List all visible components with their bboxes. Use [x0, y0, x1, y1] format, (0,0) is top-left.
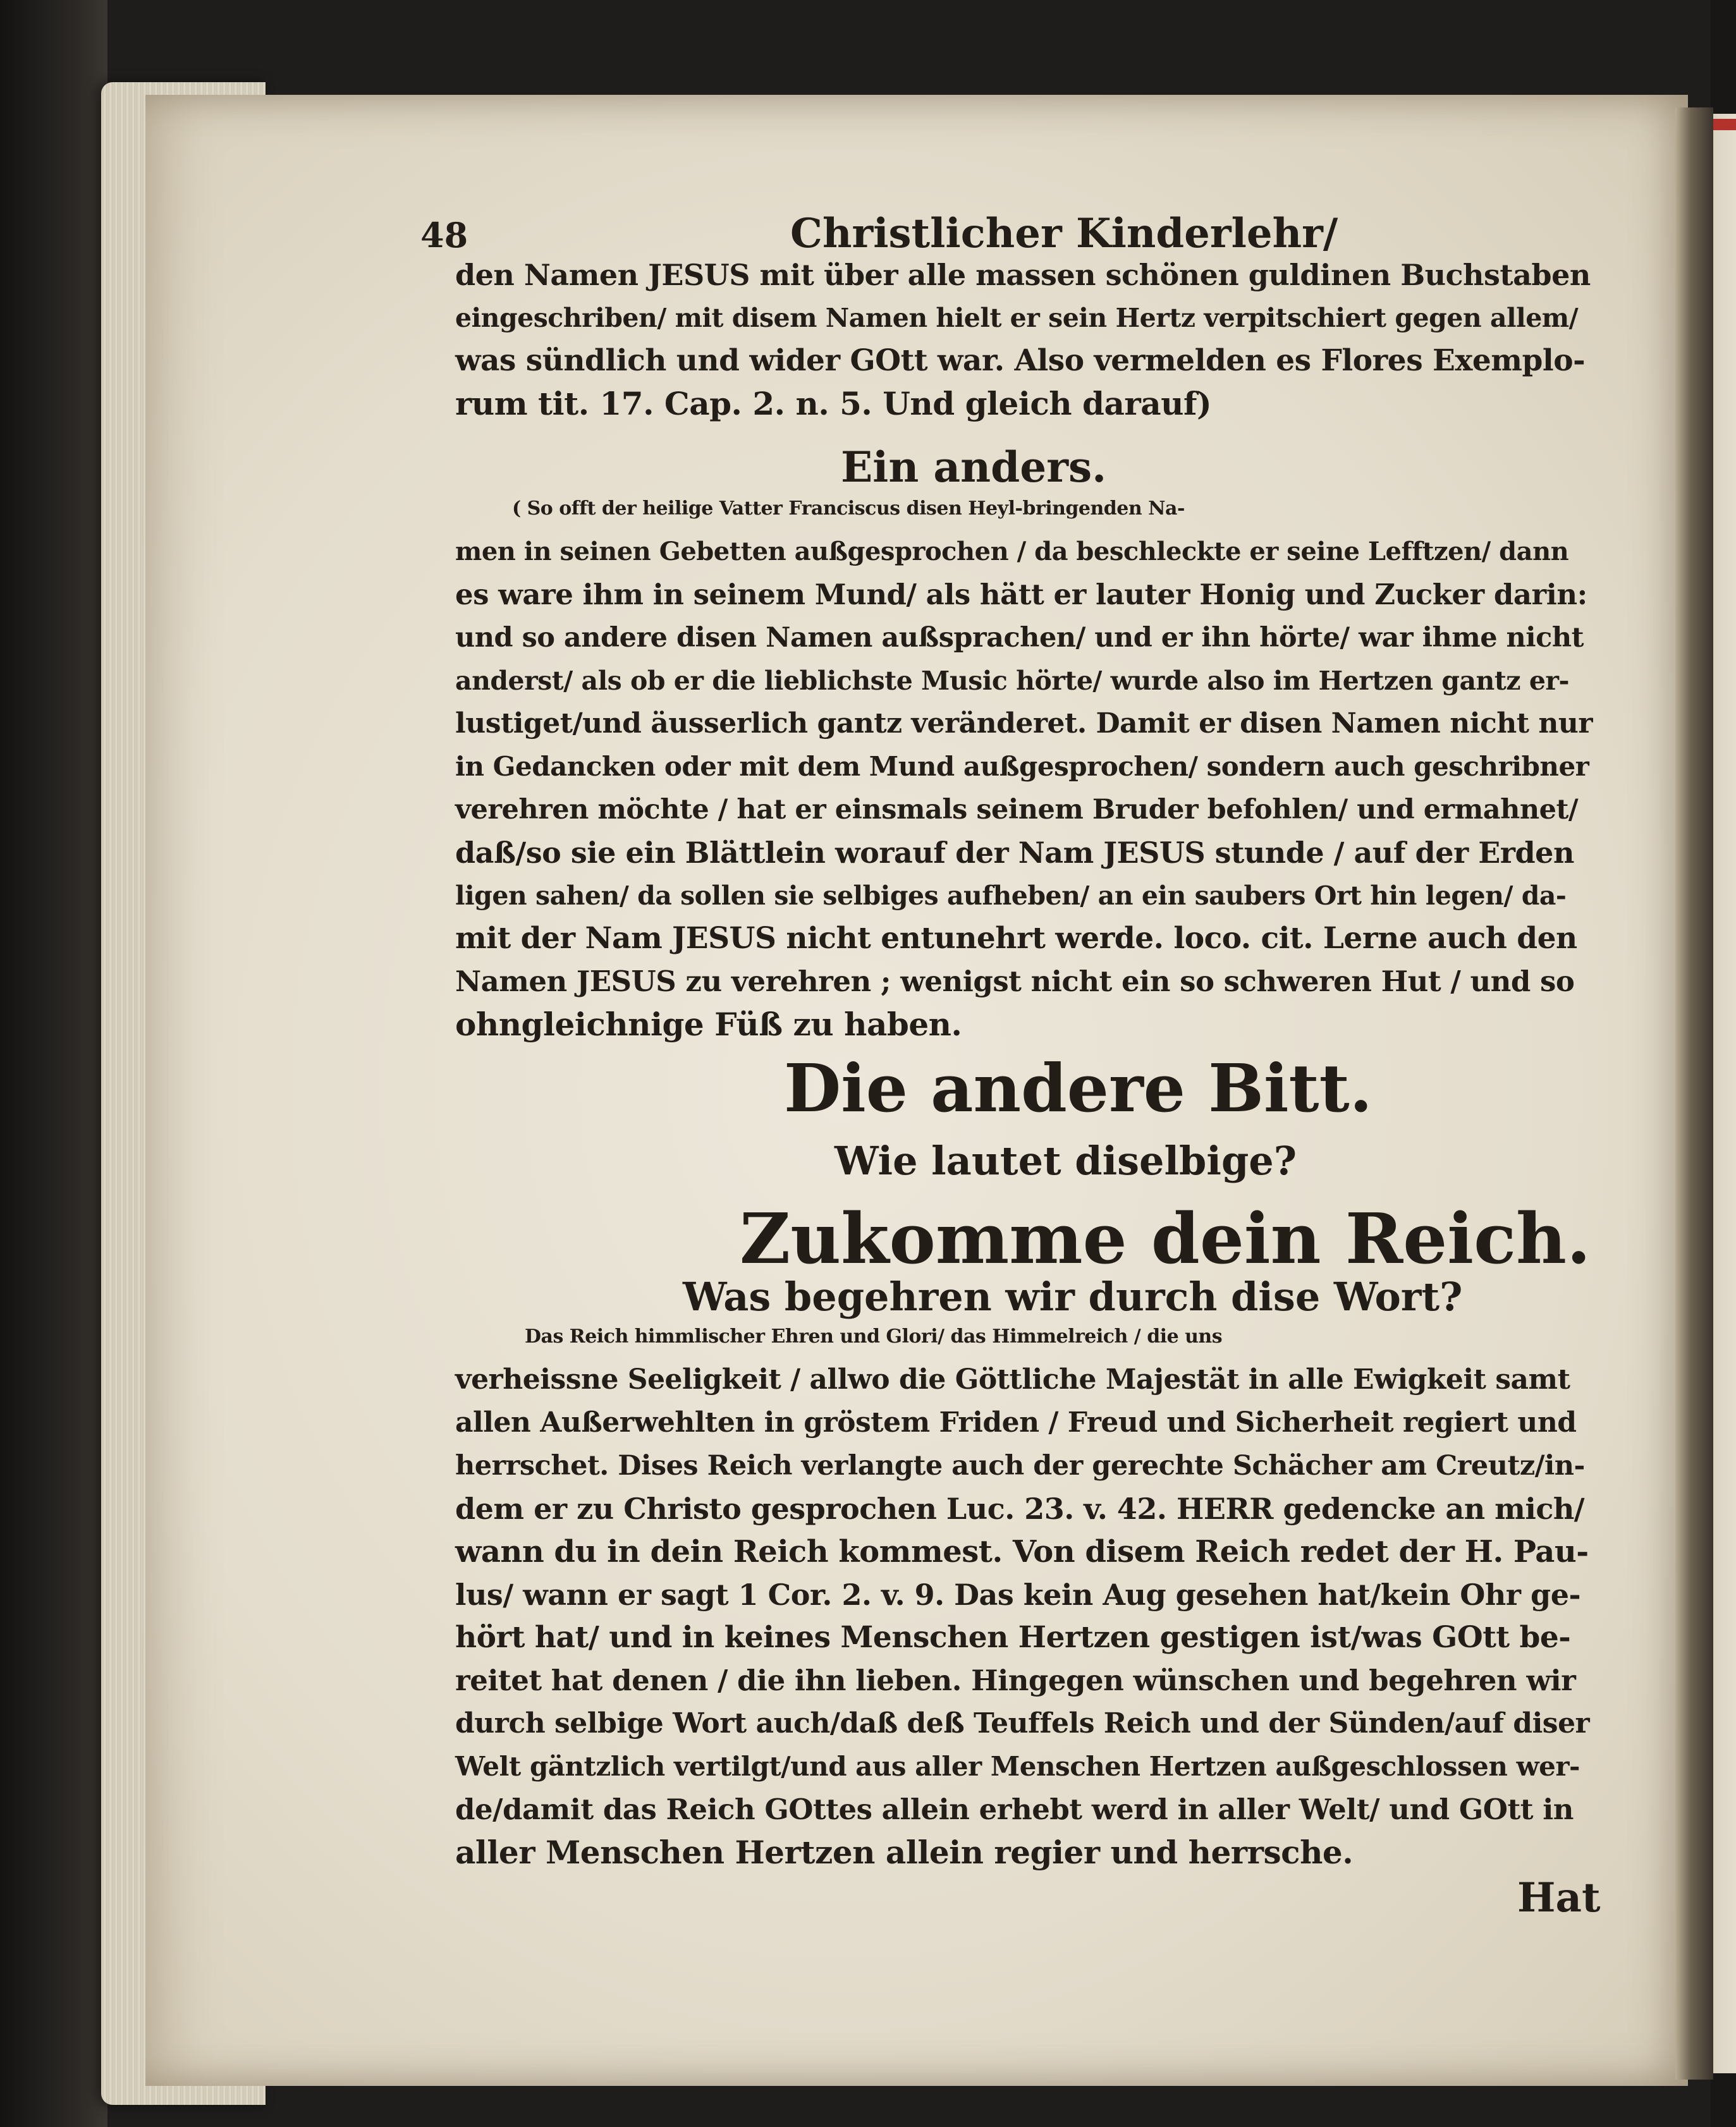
text-line: eingeschriben/ mit disem Namen hielt er sein Hertz verpitschiert gegen allem/ — [455, 303, 1579, 333]
question-1: Wie lautet diselbige? — [834, 1138, 1297, 1184]
text-line: lus/ wann er sagt 1 Cor. 2. v. 9. Das kein Aug gesehen hat/kein Ohr ge- — [455, 1578, 1581, 1612]
text-line: rum tit. 17. Cap. 2. n. 5. Und gleich darauf) — [455, 385, 1212, 422]
question-2: Was begehren wir durch dise Wort? — [683, 1274, 1463, 1320]
catchword: Hat — [1517, 1874, 1601, 1922]
heading-ein-anders: Ein anders. — [841, 442, 1107, 492]
text-line: men in seinen Gebetten außgesprochen / da beschleckte er seine Lefftzen/ dann — [455, 537, 1569, 566]
running-title: Christlicher Kinderlehr/ — [790, 210, 1338, 257]
text-line: in Gedancken oder mit dem Mund außgesprochen/ sondern auch geschribner — [455, 751, 1589, 782]
petition-heading: Zukomme dein Reich. — [740, 1198, 1591, 1279]
text-line: und so andere disen Namen außsprachen/ und er ihn hörte/ war ihme nicht — [455, 622, 1584, 654]
text-line: durch selbige Wort auch/daß deß Teuffels Reich und der Sünden/auf diser — [455, 1707, 1590, 1740]
text-line: allen Außerwehlten in gröstem Friden / Freud und Sicherheit regiert und — [455, 1406, 1577, 1439]
heading-andere-bitt: Die andere Bitt. — [784, 1049, 1372, 1127]
text-line: Das Reich himmlischer Ehren und Glori/ das Himmelreich / die uns — [525, 1326, 1223, 1348]
text-line: ohngleichnige Füß zu haben. — [455, 1006, 962, 1043]
text-line: ( So offt der heilige Vatter Franciscus disen Heyl-bringenden Na- — [512, 497, 1185, 520]
text-line: was sündlich und wider GOtt war. Also vermelden es Flores Exemplo- — [455, 343, 1586, 378]
text-line: herrschet. Dises Reich verlangte auch der gerechte Schächer am Creutz/in- — [455, 1450, 1585, 1482]
text-line: anderst/ als ob er die lieblichste Music hörte/ wurde also im Hertzen gantz er- — [455, 666, 1570, 696]
text-line: verehren möchte / hat er einsmals seinem Bruder befohlen/ und ermahnet/ — [455, 794, 1579, 826]
text-line: reitet hat denen / die ihn lieben. Hingegen wünschen und begehren wir — [455, 1664, 1576, 1697]
text-line: lustiget/und äusserlich gantz veränderet. Damit er disen Namen nicht nur — [455, 707, 1593, 740]
text-line: Namen JESUS zu verehren ; wenigst nicht ein so schweren Hut / und so — [455, 965, 1575, 998]
text-line: es ware ihm in seinem Mund/ als hätt er lauter Honig und Zucker darin: — [455, 578, 1587, 611]
page-number: 48 — [420, 215, 468, 255]
text-line: Welt gäntzlich vertilgt/und aus aller Menschen Hertzen außgeschlossen wer- — [455, 1751, 1580, 1782]
text-line: aller Menschen Hertzen allein regier und herrsche. — [455, 1834, 1354, 1871]
text-line: de/damit das Reich GOttes allein erhebt werd in aller Welt/ und GOtt in — [455, 1793, 1574, 1826]
text-line: den Namen JESUS mit über alle massen schönen guldinen Buchstaben — [455, 258, 1591, 292]
text-line: wann du in dein Reich kommest. Von disem Reich redet der H. Pau- — [455, 1534, 1589, 1569]
text-line: ligen sahen/ da sollen sie selbiges aufheben/ an ein saubers Ort hin legen/ da- — [455, 881, 1567, 911]
text-line: hört hat/ und in keines Menschen Hertzen gestigen ist/was GOtt be- — [455, 1620, 1571, 1655]
text-line: verheissne Seeligkeit / allwo die Göttliche Majestät in alle Ewigkeit samt — [455, 1363, 1570, 1396]
text-line: daß/so sie ein Blättlein worauf der Nam JESUS stunde / auf der Erden — [455, 836, 1574, 870]
text-line: dem er zu Christo gesprochen Luc. 23. v. 42. HERR gedencke an mich/ — [455, 1492, 1585, 1526]
text-line: mit der Nam JESUS nicht entunehrt werde. loco. cit. Lerne auch den — [455, 921, 1577, 956]
